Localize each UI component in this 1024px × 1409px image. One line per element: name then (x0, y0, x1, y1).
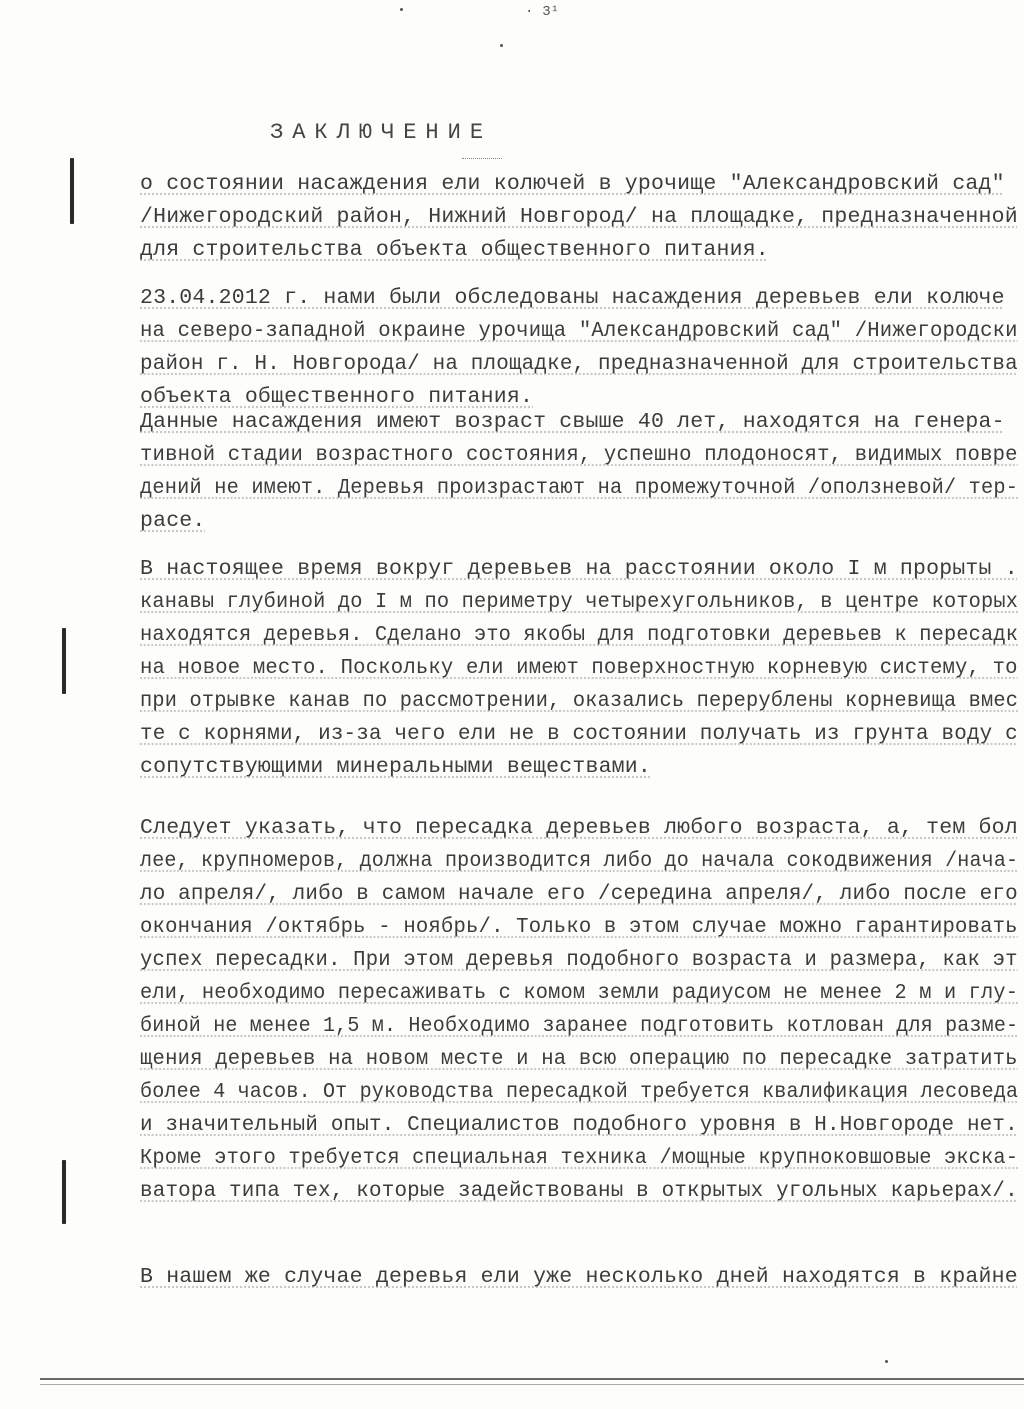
margin-mark (62, 1160, 66, 1224)
text-line: при отрывке канав по рассмотрении, оказались перерублены корневища вмес (140, 689, 1019, 713)
paragraph-age (140, 406, 1019, 538)
scan-edge-line (40, 1378, 1024, 1380)
text-line: ватора типа тех, которые задействованы в открытых угольных карьерах/. (140, 1179, 1018, 1203)
text-line: Кроме этого требуется специальная техника /мощные крупноковшовые экска- (140, 1146, 1019, 1170)
text-line: успех пересадки. При этом деревья подобного возраста и размера, как эт (140, 948, 1018, 972)
text-line: биной не менее 1,5 м. Необходимо заранее подготовить котлован для разме- (140, 1014, 1019, 1038)
paragraph-subject (140, 168, 1018, 267)
margin-mark (70, 158, 74, 224)
text-line: окончания /октябрь - ноябрь/. Только в этом случае можно гарантировать (140, 915, 1018, 939)
paragraph-transplant-rules (140, 812, 1019, 1208)
text-line: для строительства объекта общественного питания. (140, 238, 769, 262)
paragraph-our-case (140, 1261, 1018, 1294)
text-line: находятся деревья. Сделано это якобы для подготовки деревьев к пересадк (140, 623, 1019, 647)
scan-edge-line (40, 1384, 1024, 1385)
text-line: ло апреля/, либо в самом начале его /середина апреля/, либо после его (140, 882, 1018, 906)
document-title: ЗАКЛЮЧЕНИЕ (270, 120, 493, 145)
text-line: объекта общественного питания. (140, 385, 534, 409)
paragraph-inspection (140, 282, 1018, 414)
text-line: более 4 часов. От руководства пересадкой требуется квалификация лесоведа (140, 1080, 1019, 1104)
text-line: район г. Н. Новгорода/ на площадке, предназначенной для строительства (140, 352, 1018, 376)
text-line: /Нижегородский район, Нижний Новгород/ на площадке, предназначенной (140, 205, 1018, 229)
text-line: В нашем же случае деревья ели уже несколько дней находятся в крайне (140, 1265, 1018, 1289)
text-line: лее, крупномеров, должна производится либо до начала сокодвижения /нача- (140, 849, 1019, 873)
text-line: на новое место. Поскольку ели имеют поверхностную корневую систему, то (140, 656, 1018, 680)
text-line: о состоянии насаждения ели колючей в урочище "Александровский сад" (140, 172, 1005, 196)
scan-speck (885, 1360, 888, 1363)
text-line: на северо-западной окраине урочища "Александровский сад" /Нижегородски (140, 319, 1018, 343)
text-line: и значительный опыт. Специалистов подобного уровня в Н.Новгороде нет. (140, 1113, 1018, 1137)
text-line: тивной стадии возрастного состояния, успешно плодоносят, видимых повре (140, 443, 1018, 467)
text-line: канавы глубиной до I м по периметру четырехугольников, в центре которых (140, 590, 1019, 614)
text-line: те с корнями, из-за чего ели не в состоянии получать из грунта воду с (140, 722, 1018, 746)
page-mark: · 3¹ (525, 4, 560, 20)
title-underline (462, 158, 502, 159)
text-line: Данные насаждения имеют возраст свыше 40 лет, находятся на генера- (140, 410, 1005, 434)
paragraph-current-state (140, 553, 1019, 784)
text-line: щения деревьев на новом месте и на всю операцию по пересадке затратить (140, 1047, 1018, 1071)
text-line: сопутствующими минеральными веществами. (140, 755, 651, 779)
text-line: дений не имеют. Деревья произрастают на промежуточной /оползневой/ тер- (140, 476, 1019, 500)
text-line: 23.04.2012 г. нами были обследованы насаждения деревьев ели колюче (140, 286, 1005, 310)
scan-speck (500, 44, 503, 47)
text-line: расе. (140, 509, 206, 533)
text-line: В настоящее время вокруг деревьев на расстоянии около I м прорыты . (140, 557, 1018, 581)
text-line: ели, необходимо пересаживать с комом земли радиусом не менее 2 м и глу- (140, 981, 1019, 1005)
margin-mark (62, 628, 66, 694)
scan-speck (400, 8, 403, 11)
text-line: Следует указать, что пересадка деревьев любого возраста, а, тем бол (140, 816, 1018, 840)
